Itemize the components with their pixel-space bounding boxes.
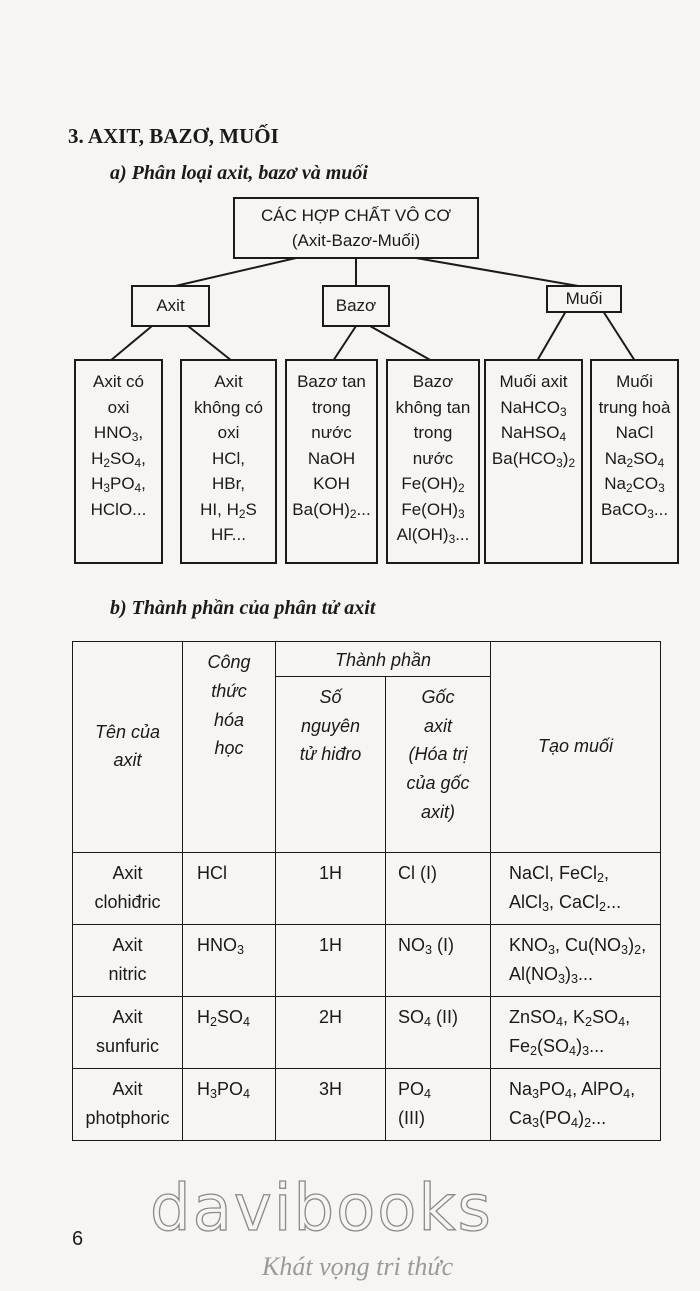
leaf-line: không tan <box>395 397 471 417</box>
subheading-classification: a) Phân loại axit, bazơ và muối <box>110 162 368 184</box>
leaf-line: không có <box>194 397 263 417</box>
leaf-line: NaHSO$_4$ <box>500 423 567 444</box>
cell-line: $PO_4$ <box>398 1078 432 1101</box>
cell-salts <box>491 1068 661 1140</box>
header-name <box>73 642 183 853</box>
cell-h-atoms <box>276 996 386 1068</box>
leaf-line: $Na_2CO_3$ <box>604 474 665 495</box>
leaf-line: oxi <box>107 397 130 417</box>
leaf-line: $HNO_3$, <box>93 423 144 444</box>
leaf-bazo-khong-tan <box>386 359 480 564</box>
root-node <box>233 197 479 259</box>
cell-salts <box>491 996 661 1068</box>
cell-line: AlCl$_3$, CaCl$_2$... <box>509 891 622 914</box>
table-row <box>73 996 661 1068</box>
cell-line: photphoric <box>85 1107 170 1128</box>
cell-line: 2H <box>318 1006 342 1027</box>
cell-line: $SO_4$ (II) <box>398 1006 459 1029</box>
header-line: nguyên <box>300 715 361 736</box>
header-line: (Hóa trị <box>408 744 468 765</box>
leaf-line: $Na_2SO_4$ <box>604 448 665 470</box>
leaf-line: HBr, <box>211 474 246 493</box>
leaf-line: $Ba(OH)_2$... <box>292 499 371 521</box>
cell-line: clohiđric <box>94 891 161 912</box>
leaf-line: NaOH <box>307 448 356 468</box>
leaf-line: BaCO$_3$... <box>600 499 669 521</box>
cell-line: Axit <box>112 1006 143 1027</box>
cell-line: Axit <box>112 1078 143 1099</box>
group-node-bazo <box>322 285 390 327</box>
cell-radical <box>386 1068 491 1140</box>
cell-line: $Na_3PO_4$, AlPO$_4$, <box>509 1078 636 1101</box>
leaf-bazo-tan <box>285 359 378 564</box>
leaf-line: NaCl <box>615 423 654 442</box>
header-salts: Tạo muối <box>491 642 661 853</box>
cell-formula <box>183 996 276 1068</box>
cell-line: Axit <box>112 862 143 883</box>
group-node-muoi <box>546 285 622 313</box>
header-h-atoms <box>276 676 386 852</box>
header-line: của gốc <box>406 773 470 794</box>
section-title: 3. AXIT, BAZƠ, MUỐI <box>68 124 279 148</box>
cell-line: 1H <box>318 934 342 955</box>
leaf-line: trung hoà <box>598 397 671 417</box>
header-line: axit <box>113 750 142 771</box>
header-line: Số <box>319 686 342 707</box>
cell-acid-name <box>73 1068 183 1140</box>
cell-line: 3H <box>318 1078 342 1099</box>
cell-acid-name <box>73 924 183 996</box>
leaf-line: KOH <box>313 474 350 493</box>
watermark-logo: davibooks <box>150 1172 493 1246</box>
leaf-line: $H_3PO_4$, <box>91 474 146 495</box>
header-line: tử hiđro <box>299 744 362 765</box>
leaf-line: HI, $H_2S$ <box>200 499 257 521</box>
cell-salts <box>491 924 661 996</box>
leaf-muoi-axit <box>484 359 583 564</box>
leaf-line: $Fe(OH)_2$ <box>401 474 465 495</box>
cell-line: sunfuric <box>95 1035 160 1056</box>
leaf-line: $Fe(OH)_3$ <box>401 499 465 521</box>
cell-line: Axit <box>112 934 143 955</box>
header-formula <box>183 642 276 853</box>
cell-formula <box>183 924 276 996</box>
leaf-line: trong <box>413 423 453 442</box>
cell-h-atoms <box>276 852 386 924</box>
leaf-axit-khong-oxi <box>180 359 277 564</box>
leaf-line: Muối axit <box>499 372 568 391</box>
cell-line: NaCl, FeCl$_2$, <box>509 862 610 885</box>
page-number: 6 <box>72 1228 84 1250</box>
leaf-line: Axit <box>214 372 243 391</box>
root-line-1: CÁC HỢP CHẤT VÔ CƠ <box>260 205 452 225</box>
leaf-line: $Al(OH)_3$... <box>396 525 470 546</box>
cell-formula <box>183 1068 276 1140</box>
leaf-line: nước <box>412 448 454 468</box>
cell-line: $Ca_3(PO_4)_2$... <box>509 1107 607 1130</box>
subheading-acid-composition: b) Thành phần của phân tử axit <box>110 597 376 619</box>
cell-line: $Fe_2(SO_4)_3$... <box>509 1035 605 1058</box>
cell-acid-name <box>73 852 183 924</box>
leaf-line: $H_2SO_4$, <box>91 448 146 470</box>
cell-line: $H_2SO_4$ <box>197 1006 251 1029</box>
leaf-axit-co-oxi <box>74 359 163 564</box>
header-line: Tên của <box>94 721 161 742</box>
root-line-2: (Axit-Bazơ-Muối) <box>291 231 421 250</box>
cell-salts <box>491 852 661 924</box>
header-composition: Thành phần <box>276 642 491 677</box>
leaf-line: HCl, <box>211 448 246 468</box>
leaf-line: NaHCO$_3$ <box>500 397 567 419</box>
leaf-line: HF... <box>211 525 246 544</box>
leaf-line: HClO... <box>90 499 147 519</box>
cell-line: $H_3PO_4$ <box>197 1078 251 1101</box>
leaf-line: Bazơ <box>412 372 454 391</box>
header-line: axit) <box>420 801 455 822</box>
watermark-tagline: Khát vọng tri thức <box>262 1252 454 1281</box>
cell-line: $HNO_3$ <box>197 934 245 957</box>
cell-line: HCl <box>197 862 227 883</box>
group-label: Axit <box>156 296 185 316</box>
acid-composition-table <box>72 641 661 1141</box>
cell-h-atoms <box>276 1068 386 1140</box>
cell-radical <box>386 852 491 924</box>
group-label: Bazơ <box>335 296 377 316</box>
header-line: Gốc <box>421 686 455 707</box>
leaf-line: nước <box>311 423 352 442</box>
group-node-axit <box>131 285 210 327</box>
leaf-line: Muối <box>616 372 653 391</box>
table-row <box>73 852 661 924</box>
header-line: thức <box>211 680 247 701</box>
leaf-line: oxi <box>217 423 240 442</box>
leaf-line: Axit có <box>92 372 145 391</box>
cell-line: Cl (I) <box>398 862 437 883</box>
leaf-line: trong <box>312 397 351 417</box>
table-row <box>73 924 661 996</box>
cell-line: (III) <box>398 1107 425 1128</box>
header-line: axit <box>423 715 452 736</box>
cell-line: $NO_3$ (I) <box>398 934 455 957</box>
group-label: Muối <box>565 289 603 309</box>
cell-h-atoms <box>276 924 386 996</box>
header-line: Công <box>207 652 251 672</box>
cell-line: $Al(NO_3)_3$... <box>509 963 594 986</box>
cell-radical <box>386 924 491 996</box>
header-line: học <box>214 738 244 759</box>
cell-line: ZnSO$_4$, $K_2SO_4$, <box>509 1006 631 1029</box>
header-line: hóa <box>213 709 245 730</box>
table-row <box>73 1068 661 1140</box>
cell-line: nitric <box>108 963 147 984</box>
cell-formula <box>183 852 276 924</box>
cell-acid-name <box>73 996 183 1068</box>
header-radical <box>386 676 491 852</box>
cell-line: 1H <box>318 862 342 883</box>
leaf-muoi-trung-hoa <box>590 359 679 564</box>
cell-line: $KNO_3$, $Cu(NO_3)_2$, <box>509 934 647 957</box>
leaf-line: Bazơ tan <box>297 372 366 391</box>
leaf-line: $Ba(HCO_3)_2$ <box>491 448 576 470</box>
cell-radical <box>386 996 491 1068</box>
